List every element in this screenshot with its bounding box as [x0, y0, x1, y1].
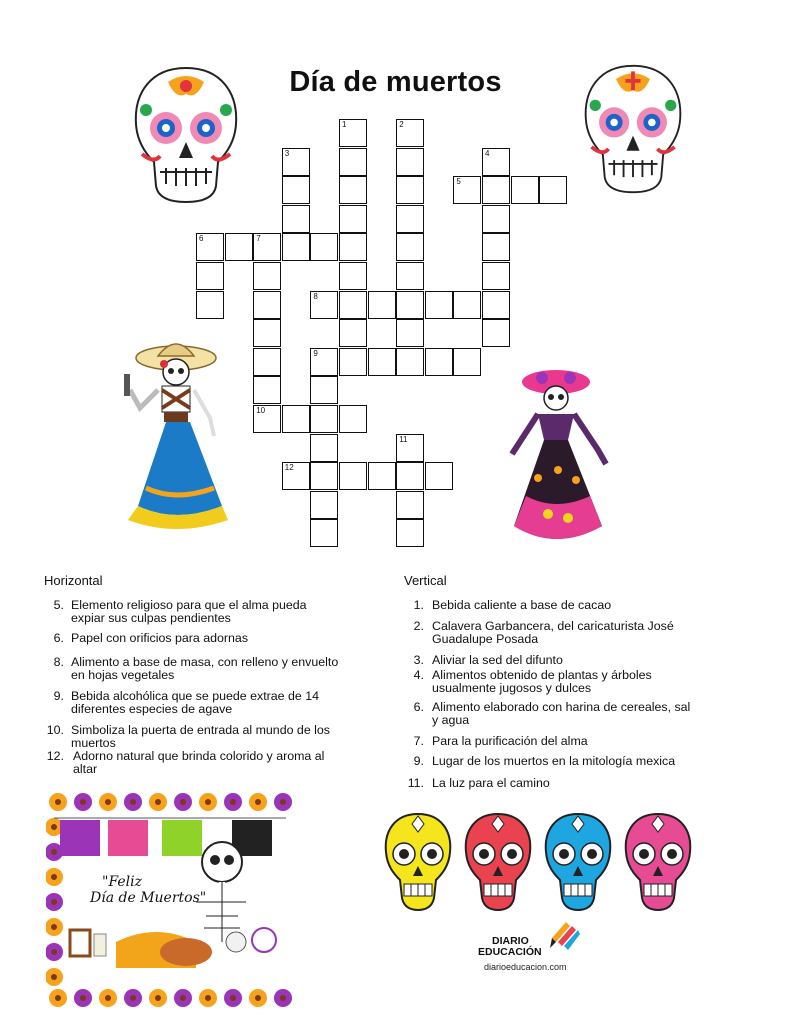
crossword-cell[interactable] — [368, 462, 396, 490]
crossword-cell[interactable] — [453, 291, 481, 319]
crossword-cell[interactable] — [396, 148, 424, 176]
flower-center-icon — [51, 924, 57, 930]
list-item — [44, 656, 384, 684]
list-item — [404, 669, 744, 697]
flower-center-icon — [80, 799, 86, 805]
vertical-heading: Vertical — [404, 573, 447, 588]
clue-text-continued: diferentes especies de agave — [71, 702, 233, 716]
clue-text: Calavera Garbancera, del caricaturista José — [432, 619, 674, 633]
clue-number: 9. — [413, 754, 424, 768]
crossword-cell[interactable] — [396, 519, 424, 547]
clue-number-label: 3 — [284, 148, 290, 158]
clue-text: Adorno natural que brinda colorido y aroma al — [73, 749, 325, 763]
crossword-cell[interactable] — [339, 233, 367, 261]
clue-number: 11. — [407, 776, 424, 790]
flower-center-icon — [51, 824, 57, 830]
clue-number-label: 8 — [313, 291, 318, 301]
clue-number-label: 6 — [199, 234, 204, 244]
clue-text: Papel con orificios para adornas — [71, 631, 249, 645]
crossword-cell[interactable] — [253, 262, 281, 290]
crossword-cell[interactable] — [339, 405, 367, 433]
clue-number: 12. — [46, 749, 64, 763]
crossword-cell[interactable] — [253, 291, 281, 319]
crossword-cell[interactable] — [396, 291, 424, 319]
flower-center-icon — [80, 995, 86, 1001]
sugar-skull-left-icon — [130, 64, 242, 206]
crossword-cell[interactable] — [310, 462, 338, 490]
crossword-cell[interactable] — [225, 233, 253, 261]
crossword-cell[interactable] — [482, 319, 510, 347]
yellow-skull-icon — [386, 814, 450, 910]
clue-text: Bebida caliente a base de cacao — [432, 598, 612, 612]
crossword-cell[interactable] — [482, 233, 510, 261]
flower-center-icon — [55, 799, 61, 805]
dia-de-muertos-illustration — [46, 792, 304, 1010]
catrina-pink-dress-icon — [498, 366, 624, 552]
clue-number-label: 7 — [256, 234, 261, 244]
clue-number: 8. — [53, 655, 64, 669]
flower-center-icon — [55, 995, 61, 1001]
clue-number-label: 2 — [399, 120, 404, 129]
flower-center-icon — [180, 799, 186, 805]
crossword-cell[interactable] — [511, 176, 539, 204]
crossword-cell[interactable] — [196, 262, 224, 290]
catrina-sombrero-icon — [118, 338, 240, 534]
crossword-cell[interactable] — [196, 291, 224, 319]
clue-text: Alimento a base de masa, con relleno y envuelto — [71, 655, 339, 669]
flower-center-icon — [230, 799, 236, 805]
crossword-cell[interactable] — [253, 319, 281, 347]
flower-center-icon — [130, 799, 136, 805]
list-item — [404, 701, 744, 729]
list-item — [404, 599, 744, 614]
list-item — [44, 599, 384, 627]
flower-center-icon — [105, 995, 111, 1001]
horizontal-heading: Horizontal — [44, 573, 103, 588]
crossword-cell[interactable] — [396, 491, 424, 519]
crossword-cell[interactable] — [482, 205, 510, 233]
crossword-cell[interactable] — [396, 262, 424, 290]
flower-center-icon — [255, 799, 261, 805]
sugar-skull-right-icon — [580, 62, 686, 196]
crossword-cell[interactable] — [282, 205, 310, 233]
crossword-cell[interactable] — [482, 291, 510, 319]
clue-text-continued: altar — [73, 762, 98, 776]
crossword-cell[interactable] — [339, 148, 367, 176]
crossword-cell[interactable] — [310, 519, 338, 547]
crossword-cell[interactable] — [396, 462, 424, 490]
flower-center-icon — [205, 995, 211, 1001]
clue-number: 3. — [413, 653, 424, 667]
clue-text: Lugar de los muertos en la mitología mexica — [432, 754, 676, 768]
clue-number-label: 9 — [313, 348, 318, 358]
clue-number: 4. — [413, 668, 424, 682]
crossword-cell[interactable] — [482, 176, 510, 204]
flower-center-icon — [205, 799, 211, 805]
clue-number: 5. — [53, 598, 64, 612]
clue-number: 6. — [53, 631, 64, 645]
clue-number: 9. — [53, 689, 64, 703]
flower-center-icon — [51, 874, 57, 880]
crossword-cell[interactable] — [310, 434, 338, 462]
brand-line-2: EDUCACIÓN — [478, 946, 542, 958]
crossword-cell[interactable] — [368, 348, 396, 376]
clue-number-label: 4 — [485, 148, 490, 158]
crossword-cell[interactable] — [282, 405, 310, 433]
crossword-cell[interactable] — [310, 376, 338, 404]
flower-center-icon — [255, 995, 261, 1001]
crossword-cell[interactable] — [396, 205, 424, 233]
clue-text: Aliviar la sed del difunto — [432, 653, 563, 667]
crossword-cell[interactable] — [282, 233, 310, 261]
list-item — [44, 750, 384, 778]
crossword-cell[interactable] — [396, 348, 424, 376]
crossword-cell[interactable] — [310, 491, 338, 519]
list-item — [44, 724, 384, 752]
flower-center-icon — [155, 799, 161, 805]
brand-url: diarioeducacion.com — [484, 962, 567, 972]
clue-number-label: 12 — [284, 463, 294, 473]
brand-line-1: DIARIO — [492, 935, 529, 947]
flower-center-icon — [155, 995, 161, 1001]
pencil-icon — [548, 918, 582, 958]
clue-text: Alimento elaborado con harina de cereales, sal — [432, 700, 691, 714]
crossword-cell[interactable] — [368, 291, 396, 319]
crossword-cell[interactable] — [425, 291, 453, 319]
clue-text: Bebida alcohólica que se puede extrae de 14 — [71, 689, 320, 703]
clue-number: 6. — [413, 700, 424, 714]
clue-text-continued: en hojas vegetales — [71, 668, 175, 682]
clue-text: Elemento religioso para que el alma pueda — [71, 598, 307, 612]
red-skull-icon — [466, 814, 530, 910]
list-item — [44, 690, 384, 718]
colorful-skulls-icon — [382, 810, 712, 914]
clue-number-label: 1 — [342, 120, 347, 129]
flower-center-icon — [130, 995, 136, 1001]
crossword-cell[interactable] — [339, 462, 367, 490]
crossword-cell[interactable] — [396, 233, 424, 261]
list-item — [404, 735, 744, 750]
clue-number: 7. — [413, 734, 424, 748]
clue-text-continued: usualmente jugosos y dulces — [432, 681, 592, 695]
crossword-cell[interactable] — [282, 176, 310, 204]
list-item — [44, 632, 384, 647]
flower-center-icon — [51, 949, 57, 955]
crossword-cell[interactable] — [339, 205, 367, 233]
diario-educacion-logo — [478, 918, 588, 962]
clue-number-label: 10 — [256, 406, 266, 415]
crossword-cell[interactable] — [339, 319, 367, 347]
flower-center-icon — [280, 799, 286, 805]
list-item — [404, 654, 744, 669]
crossword-cell[interactable] — [396, 176, 424, 204]
crossword-cell[interactable] — [339, 291, 367, 319]
flower-center-icon — [51, 899, 57, 905]
crossword-cell[interactable] — [310, 233, 338, 261]
flower-center-icon — [105, 799, 111, 805]
clue-text: Para la purificación del alma — [432, 734, 588, 748]
list-item — [404, 620, 744, 648]
clue-text-continued: expiar sus culpas pendientes — [71, 611, 231, 625]
blue-skull-icon — [546, 814, 610, 910]
flower-center-icon — [51, 974, 57, 980]
flower-center-icon — [230, 995, 236, 1001]
crossword-cell[interactable] — [482, 262, 510, 290]
clue-text: La luz para el camino — [432, 776, 550, 790]
crossword-cell[interactable] — [453, 348, 481, 376]
crossword-cell[interactable] — [310, 405, 338, 433]
list-item — [404, 777, 744, 792]
crossword-cell[interactable] — [253, 376, 281, 404]
crossword-cell[interactable] — [396, 319, 424, 347]
clue-text-continued: Guadalupe Posada — [432, 632, 539, 646]
skull-row — [382, 810, 712, 914]
clue-text: Alimentos obtenido de plantas y árboles — [432, 668, 652, 682]
crossword-cell[interactable] — [425, 348, 453, 376]
flower-center-icon — [180, 995, 186, 1001]
crossword-cell[interactable] — [425, 462, 453, 490]
flower-center-icon — [51, 849, 57, 855]
banner-greeting — [90, 874, 206, 906]
clue-number: 1. — [413, 598, 424, 612]
crossword-cell[interactable] — [339, 348, 367, 376]
crossword-cell[interactable] — [539, 176, 567, 204]
list-item — [404, 755, 744, 770]
greeting-line-1: "Feliz — [102, 874, 143, 890]
clue-number: 2. — [413, 619, 424, 633]
clue-number-label: 11 — [399, 434, 408, 444]
page-title: Día de muertos — [289, 66, 502, 98]
pink-skull-icon — [626, 814, 690, 910]
clue-text-continued: y agua — [432, 713, 470, 727]
greeting-line-2: Día de Muertos" — [90, 890, 207, 906]
clue-text: Simboliza la puerta de entrada al mundo de los — [71, 723, 330, 737]
clue-number-label: 5 — [456, 177, 461, 187]
flower-center-icon — [280, 995, 286, 1001]
clue-number: 10. — [46, 723, 64, 737]
crossword-cell[interactable] — [339, 176, 367, 204]
clue-text-continued: muertos — [71, 736, 116, 750]
crossword-cell[interactable] — [339, 262, 367, 290]
crossword-cell[interactable] — [253, 348, 281, 376]
